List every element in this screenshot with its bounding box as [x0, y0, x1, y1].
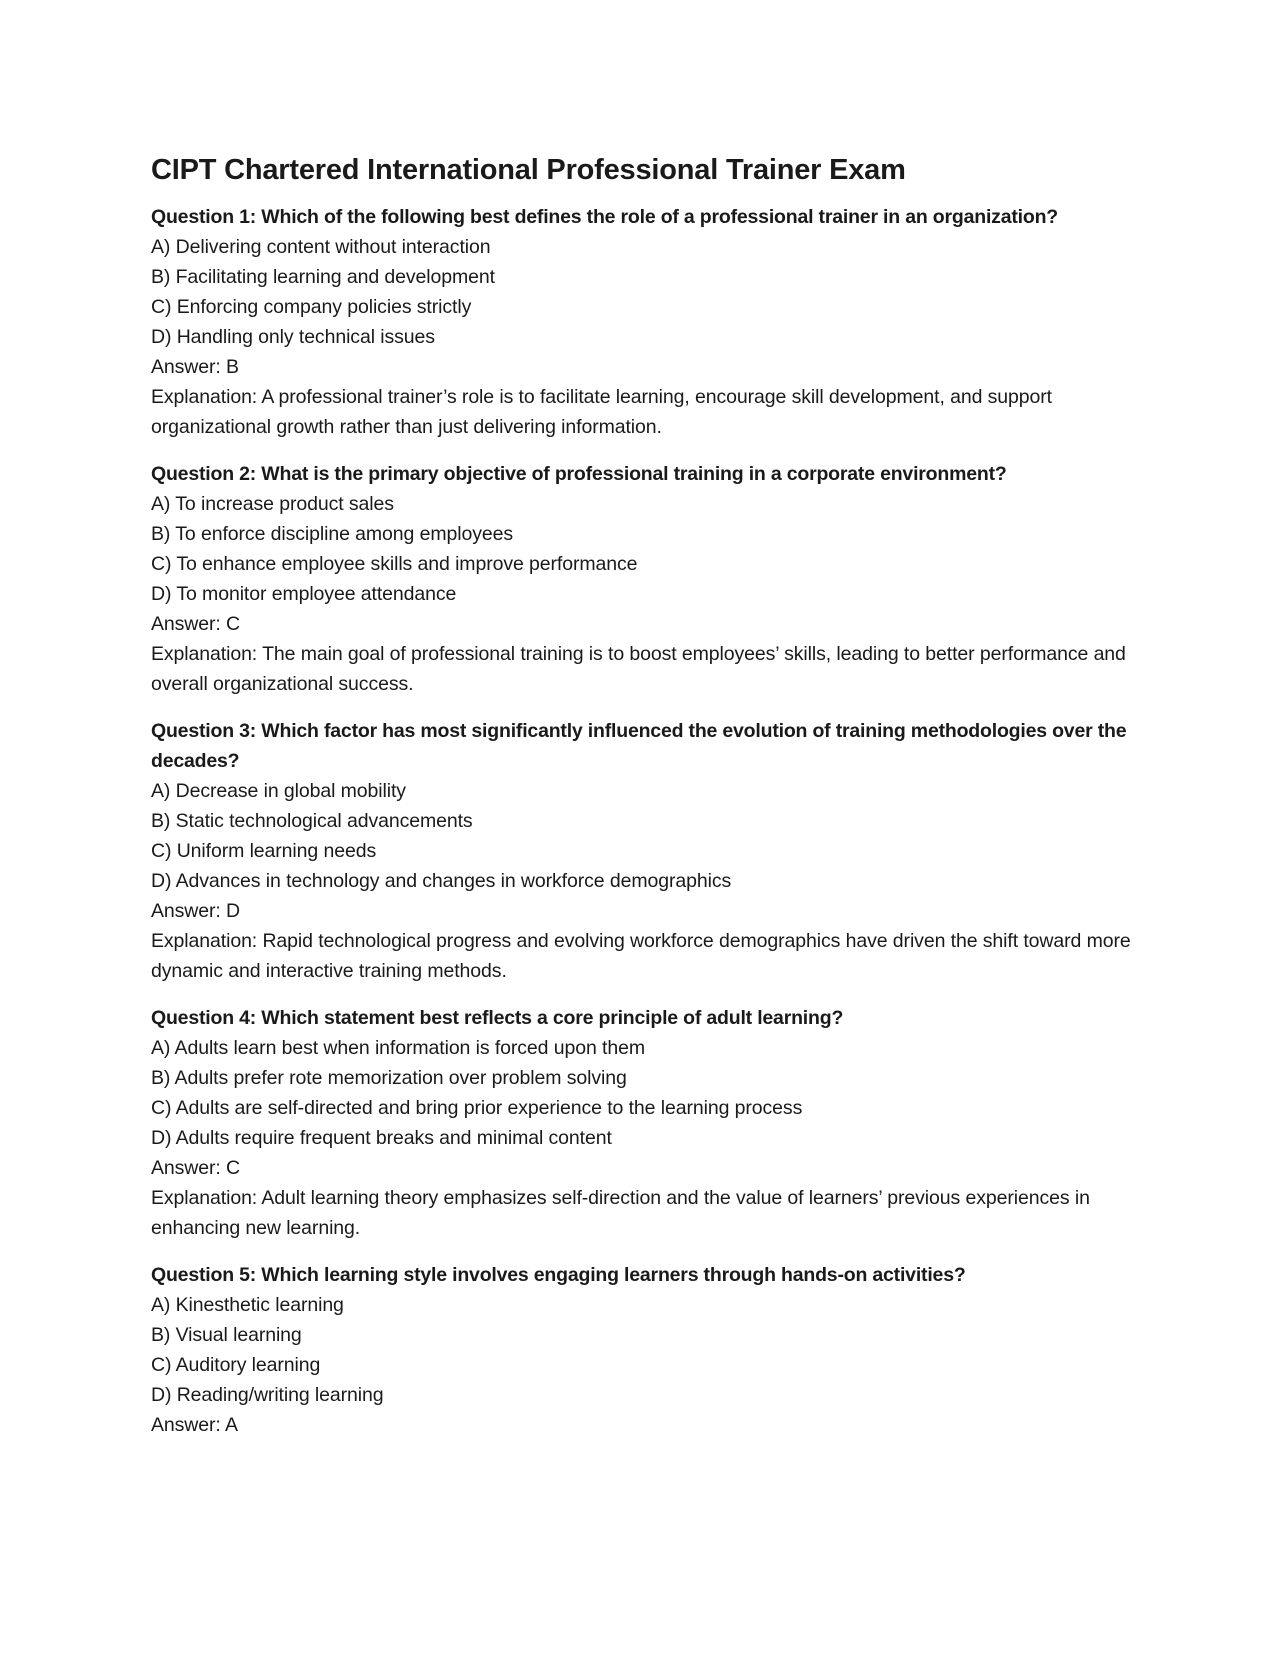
option-d: D) To monitor employee attendance: [151, 583, 457, 605]
explanation: Explanation: A professional trainer’s role is to facilitate learning, encourage skill development, and support organizational growth rather than just delivering information.: [151, 386, 1052, 438]
question-text: Question 1: Which of the following best defines the role of a professional trainer in an organization?: [151, 206, 1059, 228]
option-a: A) Decrease in global mobility: [151, 780, 406, 802]
option-c: C) Adults are self-directed and bring prior experience to the learning process: [151, 1097, 803, 1119]
answer: Answer: A: [151, 1414, 238, 1436]
document-page: [151, 150, 1151, 1457]
option-a: A) Delivering content without interaction: [151, 236, 491, 258]
option-b: B) To enforce discipline among employees: [151, 523, 514, 545]
option-c: C) Enforcing company policies strictly: [151, 296, 472, 318]
option-c: C) Uniform learning needs: [151, 840, 377, 862]
question-text: Question 4: Which statement best reflects a core principle of adult learning?: [151, 1007, 844, 1029]
option-d: D) Handling only technical issues: [151, 326, 435, 348]
question-text: Question 2: What is the primary objective of professional training in a corporate environment?: [151, 463, 1007, 485]
option-b: B) Visual learning: [151, 1324, 302, 1346]
option-b: B) Static technological advancements: [151, 810, 473, 832]
question-block-1: [151, 202, 1151, 442]
question-block-3: [151, 716, 1151, 986]
explanation: Explanation: Adult learning theory emphasizes self-direction and the value of learners’ previous experiences in enhancing new learning.: [151, 1187, 1090, 1239]
option-b: B) Adults prefer rote memorization over problem solving: [151, 1067, 627, 1089]
question-block-2: [151, 459, 1151, 699]
question-block-4: [151, 1003, 1151, 1243]
option-a: A) Kinesthetic learning: [151, 1294, 344, 1316]
option-d: D) Adults require frequent breaks and minimal content: [151, 1127, 612, 1149]
document-title: CIPT Chartered International Professional Trainer Exam: [151, 154, 906, 186]
answer: Answer: C: [151, 1157, 241, 1179]
question-text: Question 3: Which factor has most significantly influenced the evolution of training methodologies over the decades?: [151, 720, 1127, 772]
option-c: C) To enhance employee skills and improve performance: [151, 553, 638, 575]
option-a: A) Adults learn best when information is forced upon them: [151, 1037, 645, 1059]
option-c: C) Auditory learning: [151, 1354, 321, 1376]
explanation: Explanation: The main goal of professional training is to boost employees’ skills, leading to better performance and overall organizational success.: [151, 643, 1126, 695]
answer: Answer: D: [151, 900, 241, 922]
option-b: B) Facilitating learning and development: [151, 266, 495, 288]
explanation: Explanation: Rapid technological progress and evolving workforce demographics have driven the shift toward more dynamic and interactive training methods.: [151, 930, 1131, 982]
question-block-5: [151, 1260, 1151, 1440]
answer: Answer: B: [151, 356, 239, 378]
option-d: D) Advances in technology and changes in workforce demographics: [151, 870, 732, 892]
option-a: A) To increase product sales: [151, 493, 394, 515]
question-text: Question 5: Which learning style involves engaging learners through hands-on activities?: [151, 1264, 966, 1286]
option-d: D) Reading/writing learning: [151, 1384, 384, 1406]
answer: Answer: C: [151, 613, 241, 635]
